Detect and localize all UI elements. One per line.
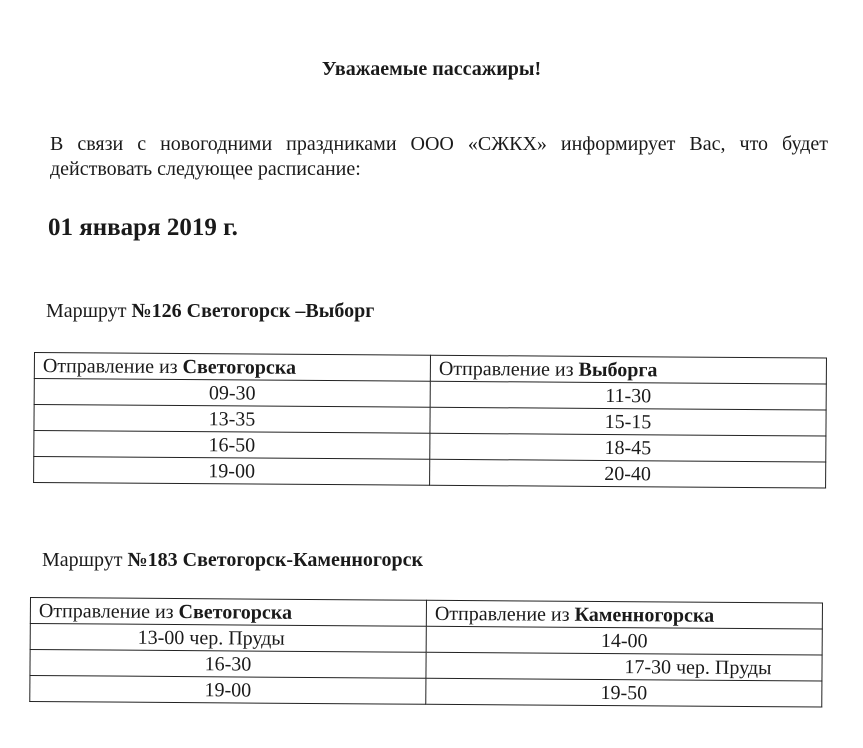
header-city: Каменногорска bbox=[574, 603, 715, 627]
route-183-table bbox=[29, 597, 823, 708]
table-row bbox=[30, 676, 822, 708]
header-cell bbox=[426, 600, 822, 629]
notice-heading: Уважаемые пассажиры! bbox=[321, 58, 542, 80]
route-prefix: Маршрут bbox=[46, 300, 132, 322]
departure-time: 16-50 bbox=[34, 431, 430, 460]
route-name: №183 Светогорск-Каменногорск bbox=[127, 549, 423, 571]
route-126-table bbox=[33, 352, 827, 489]
route-126-title bbox=[46, 300, 374, 323]
header-cell bbox=[30, 598, 426, 627]
header-city: Светогорска bbox=[178, 600, 293, 624]
departure-time: 14-00 bbox=[426, 626, 822, 655]
departure-time: 19-50 bbox=[426, 678, 822, 707]
departure-time: 13-35 bbox=[34, 405, 430, 434]
departure-time: 18-45 bbox=[430, 433, 826, 462]
header-city: Светогорска bbox=[182, 355, 297, 379]
departure-time: 20-40 bbox=[430, 459, 826, 488]
header-prefix: Отправление из bbox=[438, 357, 579, 381]
route-183-title bbox=[42, 549, 423, 572]
departure-time: 09-30 bbox=[34, 379, 430, 408]
intro-paragraph: В связи с новогодними праздниками ООО «СЖКХ» информирует Вас, что будет действовать следующее расписание: bbox=[50, 133, 828, 180]
departure-time: 13-00 чер. Пруды bbox=[30, 624, 426, 653]
departure-time: 19-00 bbox=[34, 457, 430, 486]
departure-time: 11-30 bbox=[430, 381, 826, 410]
header-prefix: Отправление из bbox=[42, 354, 183, 378]
departure-time: 19-00 bbox=[30, 676, 426, 705]
departure-time: 15-15 bbox=[430, 407, 826, 436]
header-cell bbox=[34, 353, 430, 382]
route-prefix: Маршрут bbox=[42, 549, 128, 571]
header-city: Выборга bbox=[578, 358, 658, 381]
table-row bbox=[34, 457, 826, 489]
header-prefix: Отправление из bbox=[38, 599, 179, 623]
route-name: №126 Светогорск –Выборг bbox=[131, 300, 375, 322]
departure-time: 16-30 bbox=[30, 650, 426, 679]
schedule-date: 01 января 2019 г. bbox=[48, 214, 238, 241]
departure-time: 17-30 чер. Пруды bbox=[426, 652, 822, 681]
header-prefix: Отправление из bbox=[434, 602, 575, 626]
header-cell bbox=[430, 355, 826, 384]
